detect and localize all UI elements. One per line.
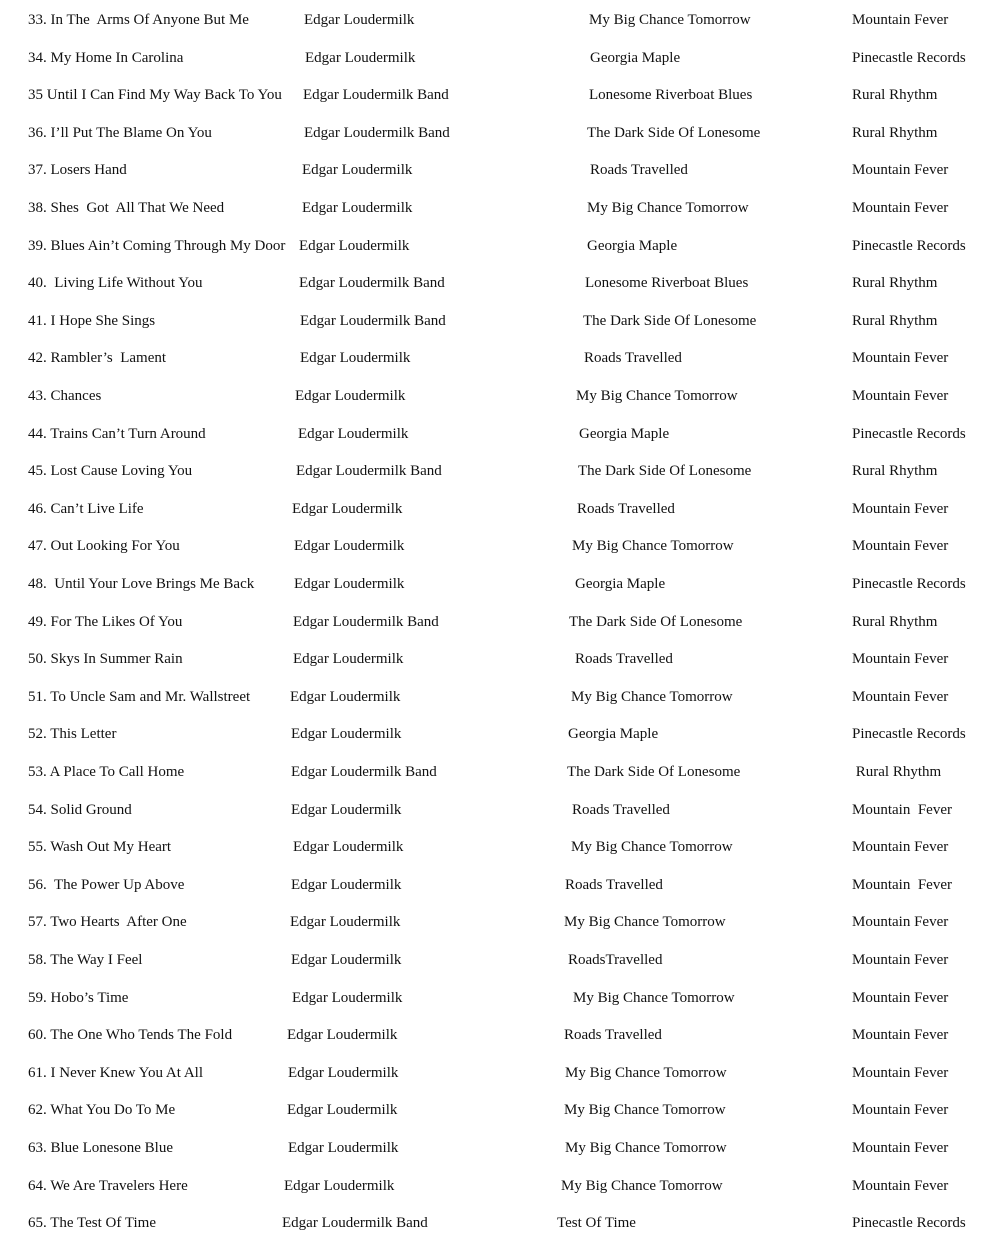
track-artist: Edgar Loudermilk [284, 1177, 395, 1194]
table-row [0, 271, 1000, 295]
track-title: 45. Lost Cause Loving You [28, 463, 193, 480]
track-title: 55. Wash Out My Heart [28, 839, 172, 856]
track-label: Mountain Fever [852, 1102, 949, 1119]
track-title: 65. The Test Of Time [28, 1215, 156, 1232]
track-artist: Edgar Loudermilk [295, 388, 406, 404]
track-title: 43. Chances [28, 388, 102, 404]
track-artist: Edgar Loudermilk Band [304, 124, 450, 141]
track-album: My Big Chance Tomorrow [561, 1177, 723, 1194]
table-row [0, 572, 1000, 596]
track-artist: Edgar Loudermilk Band [282, 1215, 428, 1232]
track-album: Georgia Maple [579, 425, 670, 442]
table-row [0, 1023, 1000, 1047]
track-album: My Big Chance Tomorrow [571, 688, 733, 705]
track-title: 62. What You Do To Me [28, 1102, 176, 1119]
track-album: Lonesome Riverboat Blues [589, 87, 753, 104]
track-label: Mountain Fever [852, 839, 949, 856]
track-artist: Edgar Loudermilk [290, 688, 401, 705]
track-album: Georgia Maple [590, 49, 681, 66]
track-title: 39. Blues Ain’t Coming Through My Door [28, 237, 286, 254]
table-row [0, 948, 1000, 972]
track-album: Roads Travelled [564, 1027, 662, 1044]
track-artist: Edgar Loudermilk Band [300, 312, 446, 329]
table-row [0, 196, 1000, 220]
track-artist: Edgar Loudermilk [292, 500, 403, 517]
track-artist: Edgar Loudermilk [291, 952, 402, 968]
track-title: 59. Hobo’s Time [28, 989, 129, 1006]
track-title: 40. Living Life Without You [28, 275, 203, 292]
track-album: My Big Chance Tomorrow [573, 989, 735, 1006]
table-row [0, 685, 1000, 709]
track-label: Mountain Fever [852, 876, 952, 893]
track-artist: Edgar Loudermilk [291, 876, 402, 893]
track-label: Mountain Fever [852, 12, 949, 28]
track-artist: Edgar Loudermilk [290, 914, 401, 931]
track-album: Georgia Maple [575, 576, 666, 592]
track-label: Rural Rhythm [852, 87, 938, 104]
table-row [0, 835, 1000, 859]
track-label: Pinecastle Records [852, 1215, 966, 1232]
track-artist: Edgar Loudermilk [299, 237, 410, 254]
track-label: Mountain Fever [852, 350, 949, 367]
table-row [0, 121, 1000, 145]
track-album: My Big Chance Tomorrow [564, 914, 726, 931]
track-title: 44. Trains Can’t Turn Around [28, 425, 206, 442]
track-title: 33. In The Arms Of Anyone But Me [28, 12, 249, 28]
track-album: Lonesome Riverboat Blues [585, 275, 749, 292]
track-label: Pinecastle Records [852, 237, 966, 254]
track-title: 47. Out Looking For You [28, 538, 180, 555]
track-album: Roads Travelled [575, 651, 673, 668]
track-artist: Edgar Loudermilk [287, 1027, 398, 1044]
track-artist: Edgar Loudermilk [291, 801, 402, 818]
track-artist: Edgar Loudermilk Band [291, 764, 437, 780]
track-title: 51. To Uncle Sam and Mr. Wallstreet [28, 688, 251, 705]
table-row [0, 986, 1000, 1010]
track-label: Mountain Fever [852, 388, 949, 404]
table-row [0, 647, 1000, 671]
track-album: My Big Chance Tomorrow [565, 1140, 727, 1156]
track-artist: Edgar Loudermilk Band [299, 275, 445, 292]
track-title: 63. Blue Lonesone Blue [28, 1140, 173, 1156]
table-row [0, 497, 1000, 521]
track-label: Rural Rhythm [852, 613, 938, 630]
track-title: 42. Rambler’s Lament [28, 350, 167, 367]
track-label: Rural Rhythm [852, 312, 938, 329]
track-album: Roads Travelled [584, 350, 682, 367]
track-title: 48. Until Your Love Brings Me Back [28, 576, 255, 592]
track-album: My Big Chance Tomorrow [571, 839, 733, 856]
table-row [0, 459, 1000, 483]
track-album: My Big Chance Tomorrow [587, 200, 749, 216]
track-title: 52. This Letter [28, 726, 117, 743]
track-artist: Edgar Loudermilk [300, 350, 411, 367]
track-label: Mountain Fever [852, 651, 949, 668]
track-label: Mountain Fever [852, 538, 949, 555]
track-title: 50. Skys In Summer Rain [28, 651, 183, 668]
track-title: 49. For The Likes Of You [28, 613, 183, 630]
track-album: Georgia Maple [568, 726, 659, 743]
track-album: Test Of Time [557, 1215, 636, 1232]
track-album: My Big Chance Tomorrow [589, 12, 751, 28]
track-artist: Edgar Loudermilk [305, 49, 416, 66]
track-title: 53. A Place To Call Home [28, 764, 185, 780]
track-artist: Edgar Loudermilk [302, 162, 413, 179]
table-row [0, 610, 1000, 634]
table-row [0, 873, 1000, 897]
track-title: 58. The Way I Feel [28, 952, 143, 968]
track-label: Mountain Fever [852, 952, 949, 968]
track-title: 38. Shes Got All That We Need [28, 200, 225, 216]
track-album: My Big Chance Tomorrow [564, 1102, 726, 1119]
track-title: 35 Until I Can Find My Way Back To You [28, 87, 282, 104]
track-label: Mountain Fever [852, 162, 949, 179]
track-artist: Edgar Loudermilk Band [303, 87, 449, 104]
table-row [0, 234, 1000, 258]
track-title: 60. The One Who Tends The Fold [28, 1027, 233, 1044]
track-artist: Edgar Loudermilk [288, 1140, 399, 1156]
track-artist: Edgar Loudermilk [294, 538, 405, 555]
track-label: Mountain Fever [852, 1177, 949, 1194]
track-label: Pinecastle Records [852, 576, 966, 592]
track-album: Georgia Maple [587, 237, 678, 254]
track-artist: Edgar Loudermilk Band [296, 463, 442, 480]
table-row [0, 1136, 1000, 1160]
track-artist: Edgar Loudermilk [292, 989, 403, 1006]
track-title: 41. I Hope She Sings [28, 312, 156, 329]
track-label: Rural Rhythm [852, 764, 942, 780]
track-artist: Edgar Loudermilk [288, 1064, 399, 1081]
table-row [0, 158, 1000, 182]
track-label: Rural Rhythm [852, 275, 938, 292]
table-row [0, 83, 1000, 107]
track-title: 36. I’ll Put The Blame On You [28, 124, 212, 141]
track-album: My Big Chance Tomorrow [565, 1064, 727, 1081]
track-album: Roads Travelled [590, 162, 688, 179]
track-album: Roads Travelled [577, 500, 675, 517]
track-artist: Edgar Loudermilk [287, 1102, 398, 1119]
track-title: 34. My Home In Carolina [28, 49, 184, 66]
track-title: 56. The Power Up Above [28, 876, 185, 893]
table-row [0, 8, 1000, 32]
table-row [0, 534, 1000, 558]
track-artist: Edgar Loudermilk [302, 200, 413, 216]
track-album: The Dark Side Of Lonesome [567, 764, 741, 780]
track-label: Pinecastle Records [852, 425, 966, 442]
track-label: Mountain Fever [852, 801, 952, 818]
table-row [0, 1061, 1000, 1085]
track-artist: Edgar Loudermilk [293, 651, 404, 668]
track-title: 54. Solid Ground [28, 801, 132, 818]
table-row [0, 384, 1000, 408]
table-row [0, 910, 1000, 934]
track-album: The Dark Side Of Lonesome [587, 124, 761, 141]
track-artist: Edgar Loudermilk [304, 12, 415, 28]
track-artist: Edgar Loudermilk [298, 425, 409, 442]
track-album: Roads Travelled [572, 801, 670, 818]
table-row [0, 1098, 1000, 1122]
track-title: 37. Losers Hand [28, 162, 127, 179]
track-album: The Dark Side Of Lonesome [578, 463, 752, 480]
track-album: Roads Travelled [565, 876, 663, 893]
track-label: Mountain Fever [852, 989, 949, 1006]
track-title: 46. Can’t Live Life [28, 500, 144, 517]
track-album: The Dark Side Of Lonesome [583, 312, 757, 329]
table-row [0, 346, 1000, 370]
track-artist: Edgar Loudermilk [291, 726, 402, 743]
track-label: Mountain Fever [852, 500, 949, 517]
track-label: Pinecastle Records [852, 49, 966, 66]
track-label: Pinecastle Records [852, 726, 966, 743]
table-row [0, 760, 1000, 784]
track-label: Rural Rhythm [852, 463, 938, 480]
track-title: 57. Two Hearts After One [28, 914, 187, 931]
table-row [0, 422, 1000, 446]
track-album: RoadsTravelled [568, 952, 663, 968]
track-artist: Edgar Loudermilk [293, 839, 404, 856]
track-label: Mountain Fever [852, 1064, 949, 1081]
table-row [0, 309, 1000, 333]
table-row [0, 1174, 1000, 1198]
track-artist: Edgar Loudermilk [294, 576, 405, 592]
track-label: Mountain Fever [852, 200, 949, 216]
track-label: Mountain Fever [852, 1027, 949, 1044]
track-label: Mountain Fever [852, 688, 949, 705]
table-row [0, 46, 1000, 70]
track-title: 61. I Never Knew You At All [28, 1064, 203, 1081]
table-row [0, 722, 1000, 746]
table-row [0, 1211, 1000, 1235]
track-title: 64. We Are Travelers Here [28, 1177, 188, 1194]
table-row [0, 798, 1000, 822]
track-label: Mountain Fever [852, 1140, 949, 1156]
track-label: Rural Rhythm [852, 124, 938, 141]
track-album: My Big Chance Tomorrow [572, 538, 734, 555]
track-artist: Edgar Loudermilk Band [293, 613, 439, 630]
track-album: My Big Chance Tomorrow [576, 388, 738, 404]
track-label: Mountain Fever [852, 914, 949, 931]
track-album: The Dark Side Of Lonesome [569, 613, 743, 630]
